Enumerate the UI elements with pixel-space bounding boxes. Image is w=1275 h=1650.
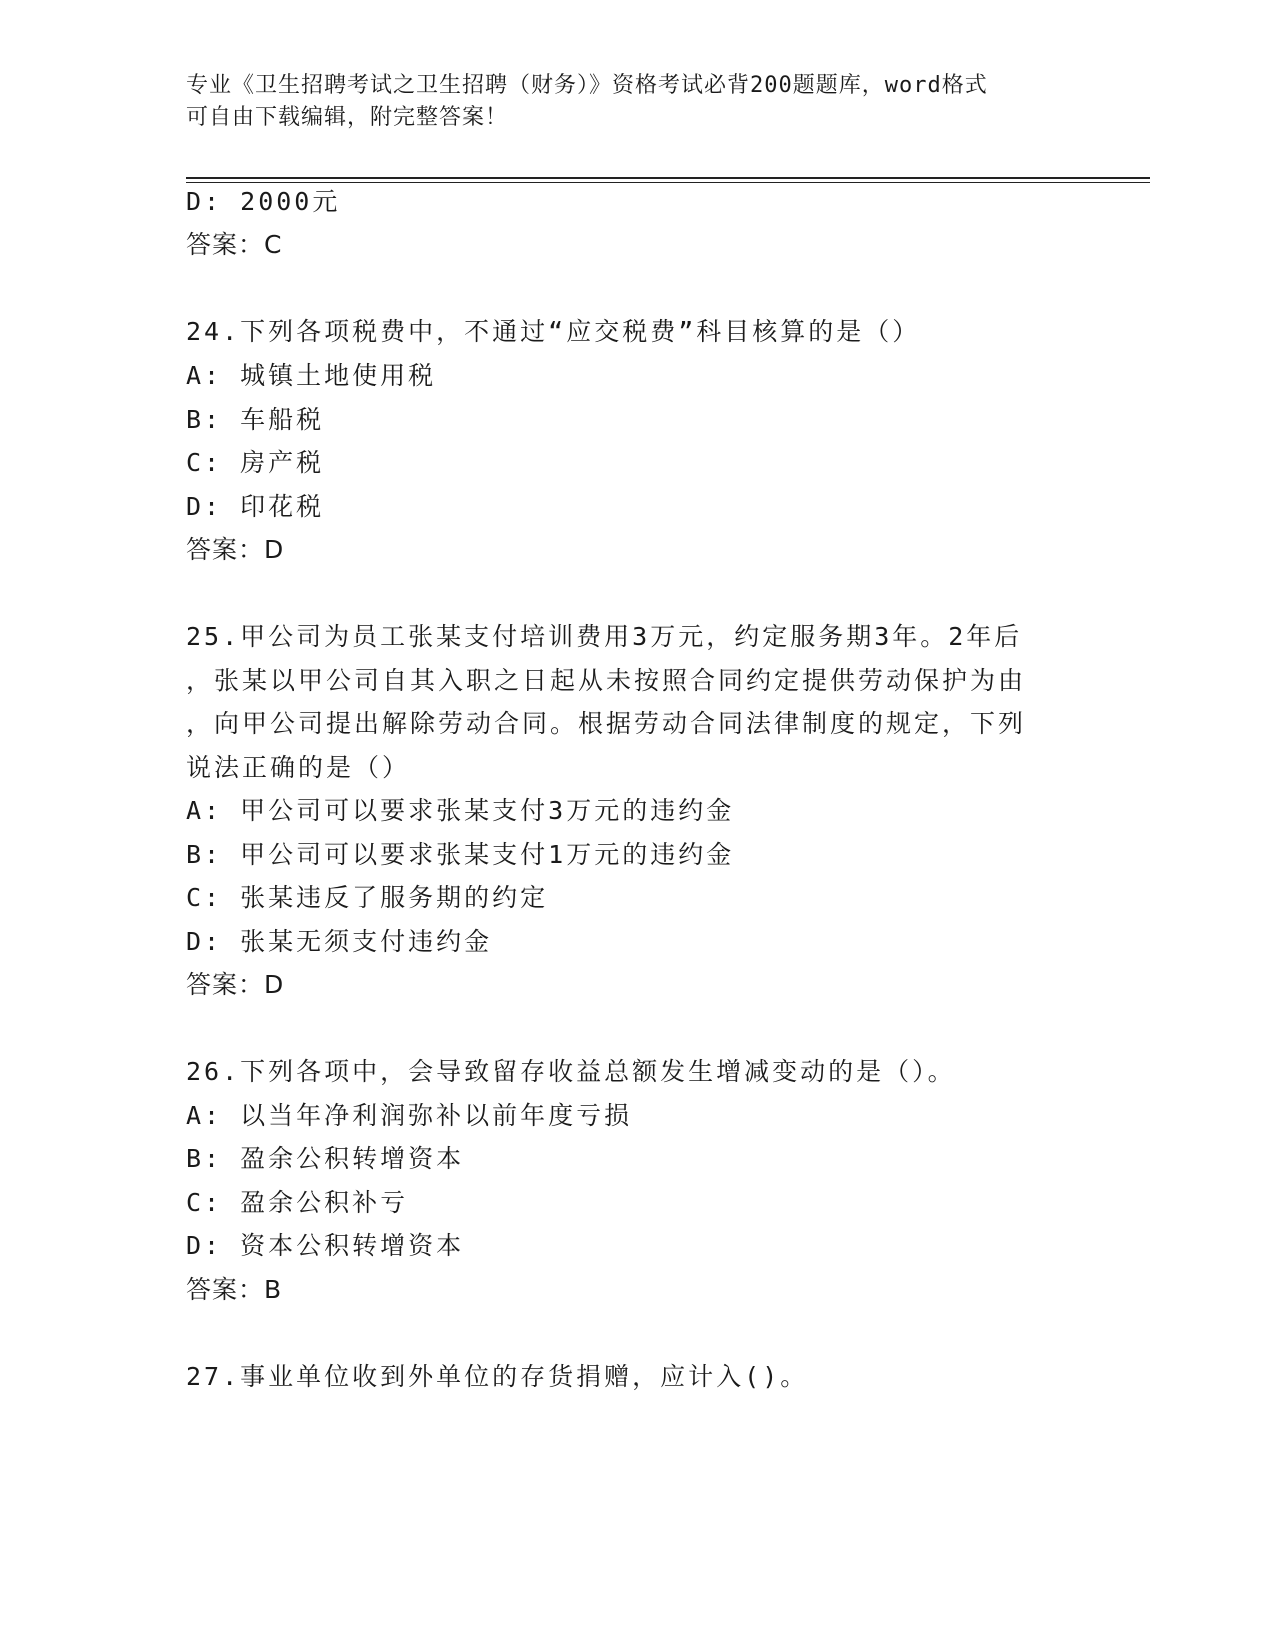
option-b: B: 甲公司可以要求张某支付1万元的违约金 [186, 840, 735, 869]
header-title-line-1: 专业《卫生招聘考试之卫生招聘（财务）》资格考试必背200题题库，word格式 [186, 73, 988, 98]
answer-line: 答案：C [186, 230, 283, 259]
question-stem: 24.下列各项税费中，不通过“应交税费”科目核算的是（） [186, 317, 921, 346]
option-b: B: 车船税 [186, 405, 325, 434]
option-a: A: 以当年净利润弥补以前年度亏损 [186, 1101, 633, 1130]
option-a: A: 甲公司可以要求张某支付3万元的违约金 [186, 796, 735, 825]
option-c: C: 盈余公积补亏 [186, 1188, 409, 1217]
option-b: B: 盈余公积转增资本 [186, 1144, 465, 1173]
header-divider-thin [186, 182, 1150, 183]
answer-line: 答案：D [186, 970, 285, 999]
header-divider [186, 177, 1150, 179]
answer-line: 答案：D [186, 535, 285, 564]
option-d: D: 印花税 [186, 492, 325, 521]
header-title-line-2: 可自由下载编辑，附完整答案！ [186, 105, 509, 130]
question-stem: 25.甲公司为员工张某支付培训费用3万元，约定服务期3年。2年后 [186, 622, 1023, 651]
option-c: C: 房产税 [186, 448, 325, 477]
question-stem: ，向甲公司提出解除劳动合同。根据劳动合同法律制度的规定，下列 [186, 709, 1027, 738]
question-stem: 说法正确的是（） [186, 753, 411, 782]
option-d: D: 2000元 [186, 187, 341, 216]
option-c: C: 张某违反了服务期的约定 [186, 883, 549, 912]
document-header [186, 70, 1086, 134]
question-stem: 27.事业单位收到外单位的存货捐赠，应计入()。 [186, 1362, 809, 1391]
option-a: A: 城镇土地使用税 [186, 361, 437, 390]
question-stem: 26.下列各项中，会导致留存收益总额发生增减变动的是（）。 [186, 1057, 956, 1086]
option-d: D: 资本公积转增资本 [186, 1231, 465, 1260]
question-stem: ，张某以甲公司自其入职之日起从未按照合同约定提供劳动保护为由 [186, 666, 1027, 695]
answer-line: 答案：B [186, 1275, 283, 1304]
option-d: D: 张某无须支付违约金 [186, 927, 493, 956]
